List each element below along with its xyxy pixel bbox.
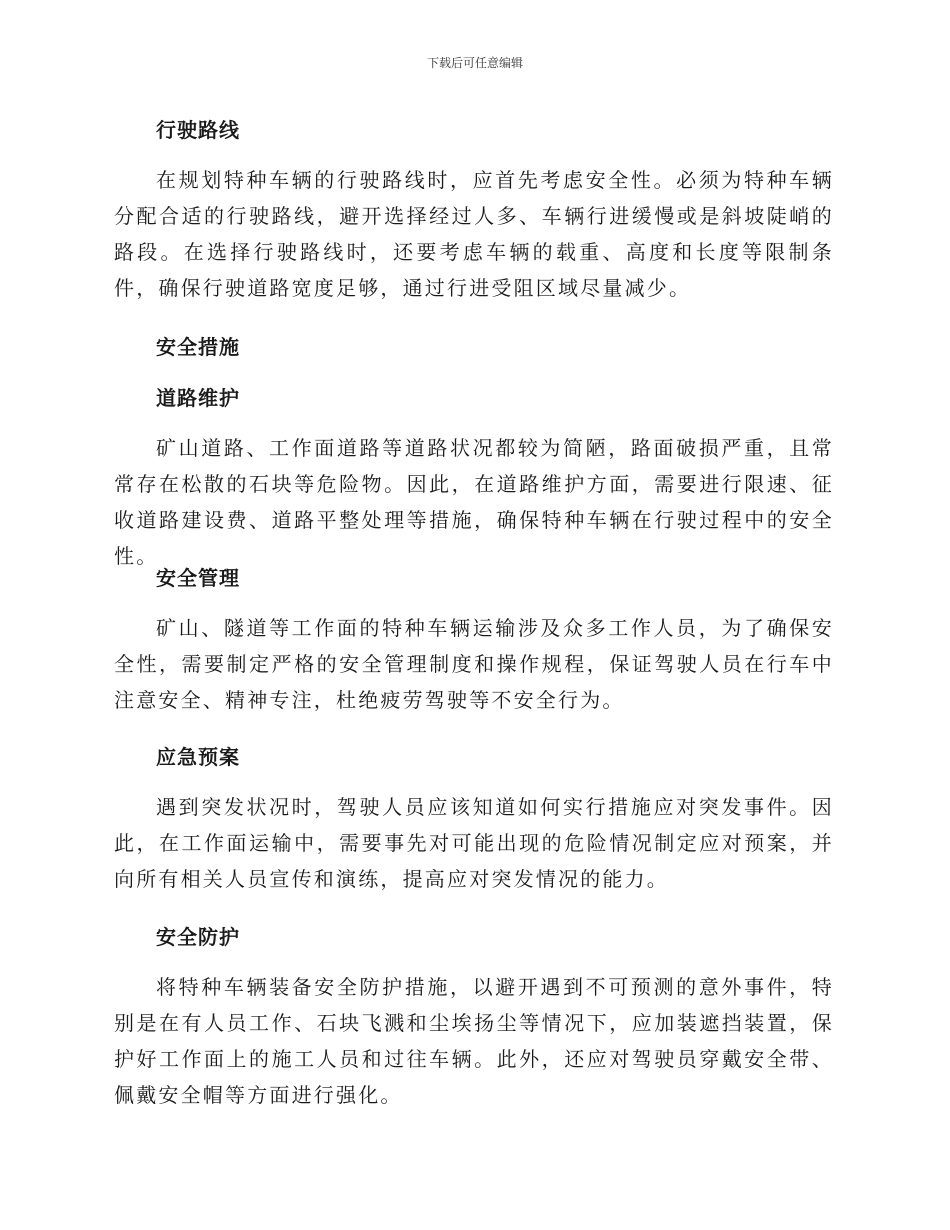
section-heading-safety-management: 安全管理 [156,566,240,590]
section-heading-emergency-plan: 应急预案 [156,745,240,769]
section-paragraph-route: 在规划特种车辆的行驶路线时，应首先考虑安全性。必须为特种车辆分配合适的行驶路线，避开选择经过人多、车辆行进缓慢或是斜坡陡峭的路段。在选择行驶路线时，还要考虑车辆的载重、高度和长度等限制条件，确保行驶道路宽度足够，通过行进受阻区域尽量减少。 [114,168,834,300]
section-paragraph-emergency-plan: 遇到突发状况时，驾驶人员应该知道如何实行措施应对突发事件。因此，在工作面运输中，需要事先对可能出现的危险情况制定应对预案，并向所有相关人员宣传和演练，提高应对突发情况的能力。 [114,795,834,891]
section-heading-safety-measures: 安全措施 [156,335,240,359]
page-header-note: 下载后可任意编辑 [426,56,523,70]
section-paragraph-safety-management: 矿山、隧道等工作面的特种车辆运输涉及众多工作人员，为了确保安全性，需要制定严格的安全管理制度和操作规程，保证驾驶人员在行车中注意安全、精神专注，杜绝疲劳驾驶等不安全行为。 [114,616,834,712]
section-heading-safety-protection: 安全防护 [156,925,240,949]
section-paragraph-road-maintenance: 矿山道路、工作面道路等道路状况都较为简陋，路面破损严重，且常常存在松散的石块等危险物。因此，在道路维护方面，需要进行限速、征收道路建设费、道路平整处理等措施，确保特种车辆在行驶过程中的安全性。 [114,436,834,568]
section-paragraph-safety-protection: 将特种车辆装备安全防护措施，以避开遇到不可预测的意外事件，特别是在有人员工作、石块飞溅和尘埃扬尘等情况下，应加装遮挡装置，保护好工作面上的施工人员和过往车辆。此外，还应对驾驶员穿戴安全带、佩戴安全帽等方面进行强化。 [114,975,834,1107]
section-heading-route: 行驶路线 [156,118,240,142]
section-heading-road-maintenance: 道路维护 [156,386,240,410]
